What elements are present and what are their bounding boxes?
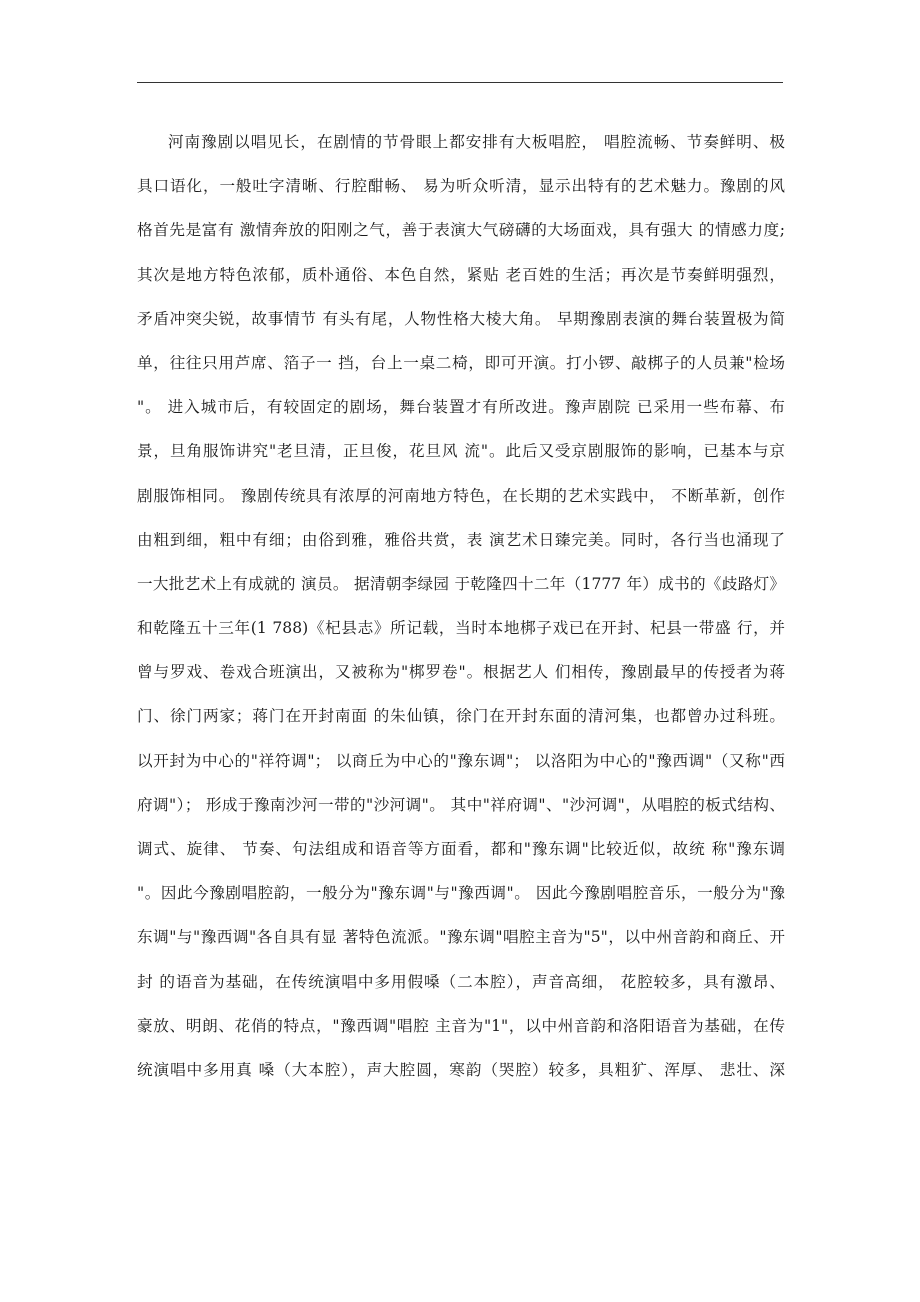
text-line: 格首先是富有 激情奔放的阳刚之气，善于表演大气磅礴的大场面戏，具有强大 的情感力度; <box>137 221 785 240</box>
text-line: 剧服饰相同。 豫剧传统具有浓厚的河南地方特色，在长期的艺术实践中， 不断革新，创作 <box>137 486 785 505</box>
text-line: 豪放、明朗、花俏的特点，"豫西调"唱腔 主音为"1"，以中州音韵和洛阳语音为基础，在传 <box>137 1016 785 1035</box>
text-line: 统演唱中多用真 嗓（大本腔），声大腔圆，寒韵（哭腔）较多，具粗犷、浑厚、 悲壮、深 <box>137 1060 785 1079</box>
text-line: 单，往往只用芦席、箔子一 挡，台上一桌二椅，即可开演。打小锣、敲梆子的人员兼"检场 <box>137 353 785 372</box>
body-text <box>137 120 785 1092</box>
text-line: "。因此今豫剧唱腔韵，一般分为"豫东调"与"豫西调"。 因此今豫剧唱腔音乐，一般分为"豫 <box>137 884 785 903</box>
text-line: 以开封为中心的"祥符调"； 以商丘为中心的"豫东调"； 以洛阳为中心的"豫西调"（又称"西 <box>137 751 785 770</box>
text-line: 东调"与"豫西调"各自具有显 著特色流派。"豫东调"唱腔主音为"5"，以中州音韵和商丘、开 <box>137 928 785 947</box>
text-line: 府调"）； 形成于豫南沙河一带的"沙河调"。 其中"祥府调"、"沙河调"，从唱腔的板式结构、 <box>137 795 785 814</box>
text-line: 门、徐门两家；蒋门在开封南面 的朱仙镇，徐门在开封东面的清河集，也都曾办过科班。 <box>137 707 785 726</box>
text-line: 矛盾冲突尖锐，故事情节 有头有尾，人物性格大棱大角。 早期豫剧表演的舞台装置极为简 <box>137 309 785 328</box>
text-line: "。 进入城市后，有较固定的剧场，舞台装置才有所改进。豫声剧院 已采用一些布幕、布 <box>137 398 785 417</box>
header-rule <box>137 82 783 83</box>
text-line: 封 的语音为基础，在传统演唱中多用假嗓（二本腔），声音高细， 花腔较多，具有激昂、 <box>137 972 785 991</box>
text-line: 和乾隆五十三年(1 788)《杞县志》所记载，当时本地梆子戏已在开封、杞县一带盛 行，并 <box>137 619 785 638</box>
text-line: 调式、旋律、 节奏、句法组成和语音等方面看，都和"豫东调"比较近似，故统 称"豫东调 <box>137 840 785 858</box>
text-line: 河南豫剧以唱见长，在剧情的节骨眼上都安排有大板唱腔， 唱腔流畅、节奏鲜明、极 <box>168 133 785 151</box>
text-line: 具口语化，一般吐字清晰、行腔酣畅、 易为听众听清，显示出特有的艺术魅力。豫剧的风 <box>137 177 785 196</box>
text-line: 其次是地方特色浓郁，质朴通俗、本色自然，紧贴 老百姓的生活；再次是节奏鲜明强烈， <box>137 265 785 284</box>
text-line: 曾与罗戏、卷戏合班演出，又被称为"梆罗卷"。根据艺人 们相传，豫剧最早的传授者为蒋 <box>137 663 785 682</box>
text-line: 一大批艺术上有成就的 演员。 据清朝李绿园 于乾隆四十二年（1777 年）成书的《歧路灯》 <box>137 574 785 593</box>
text-line: 由粗到细，粗中有细；由俗到雅，雅俗共赏，表 演艺术日臻完美。同时，各行当也涌现了 <box>137 530 785 549</box>
text-line: 景，旦角服饰讲究"老旦清，正旦俊，花旦风 流"。此后又受京剧服饰的影响，已基本与京 <box>137 442 785 461</box>
